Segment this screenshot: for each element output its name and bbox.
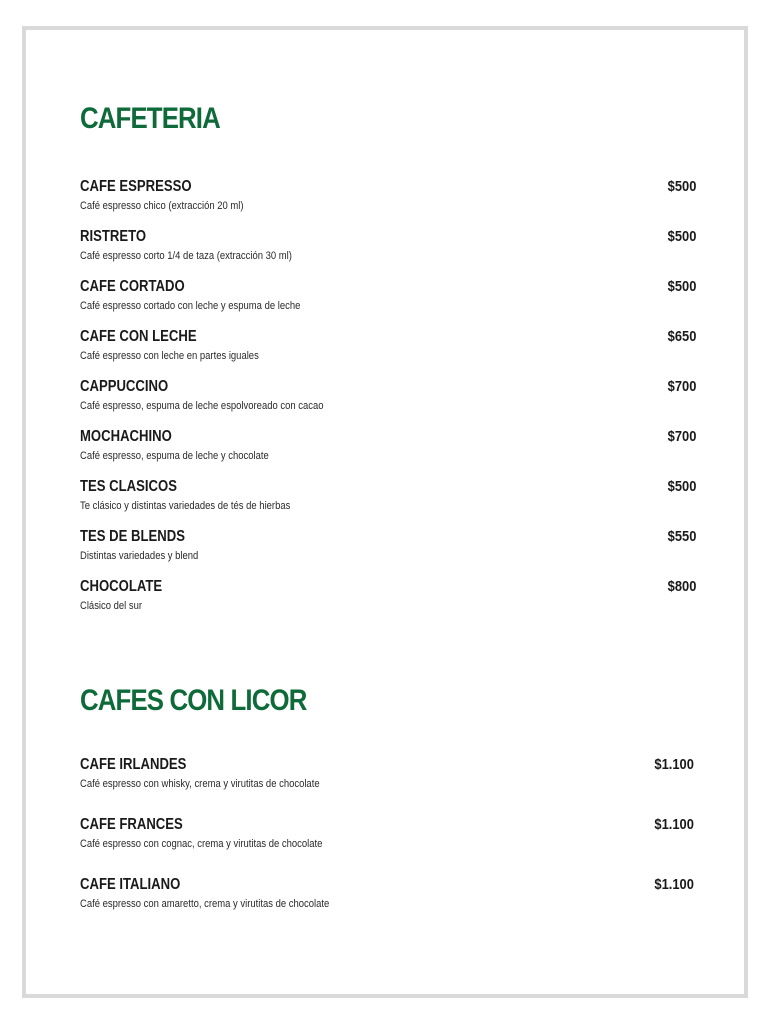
item-price: $800 <box>667 578 696 595</box>
item-description: Café espresso, espuma de leche espolvoreado con cacao <box>80 400 324 412</box>
item-name: CHOCOLATE <box>80 578 163 595</box>
menu-item <box>80 278 696 328</box>
item-description: Te clásico y distintas variedades de tés de hierbas <box>80 500 291 512</box>
item-description: Café espresso, espuma de leche y chocolate <box>80 450 269 462</box>
item-name: TES DE BLENDS <box>80 528 185 545</box>
item-name: CAFE ITALIANO <box>80 876 181 893</box>
menu-item <box>80 578 696 628</box>
item-description: Distintas variedades y blend <box>80 550 199 562</box>
item-price: $500 <box>667 278 696 295</box>
menu-item <box>80 478 696 528</box>
item-price: $1.100 <box>654 876 694 893</box>
item-price: $550 <box>667 528 696 545</box>
menu-page <box>22 26 748 998</box>
cafes-con-licor-item-list <box>80 756 696 936</box>
menu-item <box>80 228 696 278</box>
item-price: $650 <box>667 328 696 345</box>
menu-item <box>80 378 696 428</box>
menu-item <box>80 328 696 378</box>
item-name: CAFE FRANCES <box>80 816 183 833</box>
item-name: CAFE ESPRESSO <box>80 178 192 195</box>
item-price: $700 <box>667 428 696 445</box>
cafeteria-item-list <box>80 178 696 628</box>
item-description: Clásico del sur <box>80 600 143 612</box>
item-price: $500 <box>667 178 696 195</box>
item-description: Café espresso chico (extracción 20 ml) <box>80 200 244 212</box>
item-name: TES CLASICOS <box>80 478 177 495</box>
item-price: $500 <box>667 478 696 495</box>
item-name: RISTRETO <box>80 228 147 245</box>
item-description: Café espresso con cognac, crema y virutitas de chocolate <box>80 838 323 850</box>
menu-item <box>80 428 696 478</box>
item-description: Café espresso con amaretto, crema y virutitas de chocolate <box>80 898 330 910</box>
section-title-cafeteria: CAFETERIA <box>80 102 220 135</box>
section-title-cafes-con-licor: CAFES CON LICOR <box>80 684 307 717</box>
item-name: CAPPUCCINO <box>80 378 169 395</box>
item-description: Café espresso con leche en partes iguales <box>80 350 259 362</box>
menu-item <box>80 178 696 228</box>
item-price: $500 <box>667 228 696 245</box>
menu-item <box>80 816 696 876</box>
item-name: CAFE IRLANDES <box>80 756 187 773</box>
item-name: CAFE CORTADO <box>80 278 185 295</box>
menu-item <box>80 756 696 816</box>
item-price: $1.100 <box>654 756 694 773</box>
item-price: $1.100 <box>654 816 694 833</box>
item-description: Café espresso con whisky, crema y virutitas de chocolate <box>80 778 320 790</box>
item-description: Café espresso corto 1/4 de taza (extracción 30 ml) <box>80 250 292 262</box>
item-description: Café espresso cortado con leche y espuma de leche <box>80 300 301 312</box>
item-name: CAFE CON LECHE <box>80 328 197 345</box>
menu-item <box>80 528 696 578</box>
item-price: $700 <box>667 378 696 395</box>
item-name: MOCHACHINO <box>80 428 172 445</box>
menu-item <box>80 876 696 936</box>
